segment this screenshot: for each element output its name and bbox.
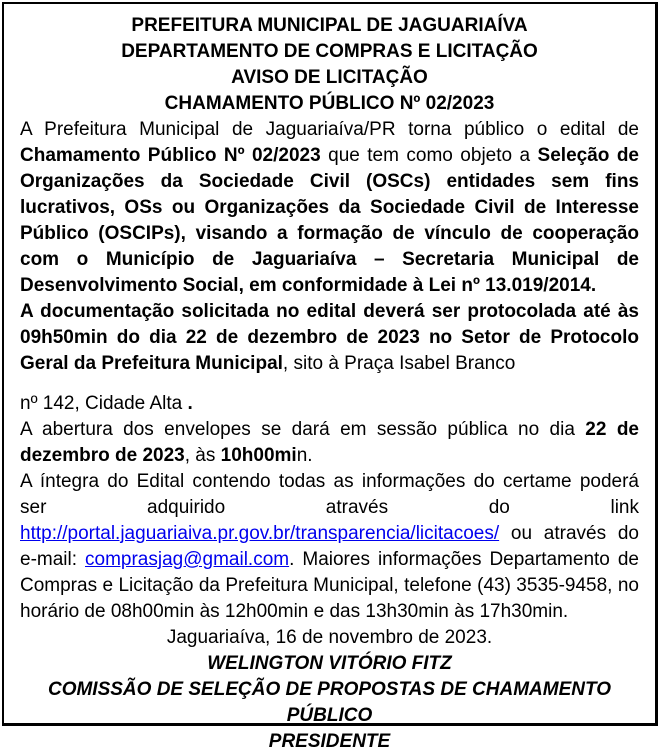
p4-time-bold: 10h00mi xyxy=(220,445,297,466)
p4-time-end-text: n. xyxy=(296,445,313,466)
p1-call-number-bold: Chamamento Público Nº 02/2023 xyxy=(20,145,321,166)
transparency-portal-link[interactable]: http://portal.jaguariaiva.pr.gov.br/transparencia/licitacoes/ xyxy=(20,523,500,544)
p2-deadline-bold: A documentação solicitada no edital deverá ser protocolada até às 09h50min do dia 22 de dezembro de 2023 no Setor de Protocolo Geral da Prefeitura Municipal xyxy=(20,301,639,374)
p5-email-label-text: ou através do e-mail: xyxy=(20,523,639,570)
header-call-number: CHAMAMENTO PÚBLICO Nº 02/2023 xyxy=(164,93,495,114)
paragraph-deadline xyxy=(20,299,639,377)
signatory-commission: COMISSÃO DE SELEÇÃO DE PROPOSTAS DE CHAMAMENTO PÚBLICO xyxy=(47,679,611,726)
public-notice-document xyxy=(2,2,658,752)
email-link[interactable]: comprasjag@gmail.com xyxy=(85,549,290,570)
paragraph-object xyxy=(20,117,639,299)
p1-intro-text: A Prefeitura Municipal de Jaguariaíva/PR torna público o edital de xyxy=(20,119,639,140)
p3-period-bold: . xyxy=(187,393,193,414)
p5-contact-text: . Maiores informações Departamento de Compras e Licitação da Prefeitura Municipal, telefone (43) 3535-9458, no horário de 08h00min às 12h00min e das 13h30min às 17h30min. xyxy=(20,549,639,622)
p1-object-bold: Seleção de Organizações da Sociedade Civil (OSCs) entidades sem fins lucrativos, OSs ou Organizações da Sociedade Civil de Interesse Público (OSCIPs), visando a formação de vínculo de cooperação com o Município de Jaguariaíva – Secretaria Municipal de Desenvolvimento Social, em conformidade à Lei nº 13.019/2014. xyxy=(20,145,639,296)
p3-address-text: nº 142, Cidade Alta xyxy=(20,393,188,414)
header-municipality: PREFEITURA MUNICIPAL DE JAGUARIAÍVA xyxy=(131,15,528,36)
signatory-name: WELINGTON VITÓRIO FITZ xyxy=(207,653,452,674)
header-department: DEPARTAMENTO DE COMPRAS E LICITAÇÃO xyxy=(121,41,538,62)
p4-date-bold: 22 de dezembro de 2023 xyxy=(20,419,639,466)
header-notice-type: AVISO DE LICITAÇÃO xyxy=(231,67,428,88)
paragraph-opening-session xyxy=(20,417,639,469)
p4-intro-text: A abertura dos envelopes se dará em sessão pública no dia xyxy=(20,419,586,440)
paragraph-address xyxy=(20,391,639,417)
p5-intro-text: A íntegra do Edital contendo todas as informações do certame poderá ser adquirido através do link xyxy=(20,471,639,518)
date-line: Jaguariaíva, 16 de novembro de 2023. xyxy=(166,627,493,648)
p1-connector-text: que tem como objeto a xyxy=(320,145,538,166)
p4-connector-text: , às xyxy=(184,445,221,466)
p2-address-text: , sito à Praça Isabel Branco xyxy=(282,353,516,374)
paragraph-info xyxy=(20,469,639,625)
signatory-title: PRESIDENTE xyxy=(268,731,391,752)
